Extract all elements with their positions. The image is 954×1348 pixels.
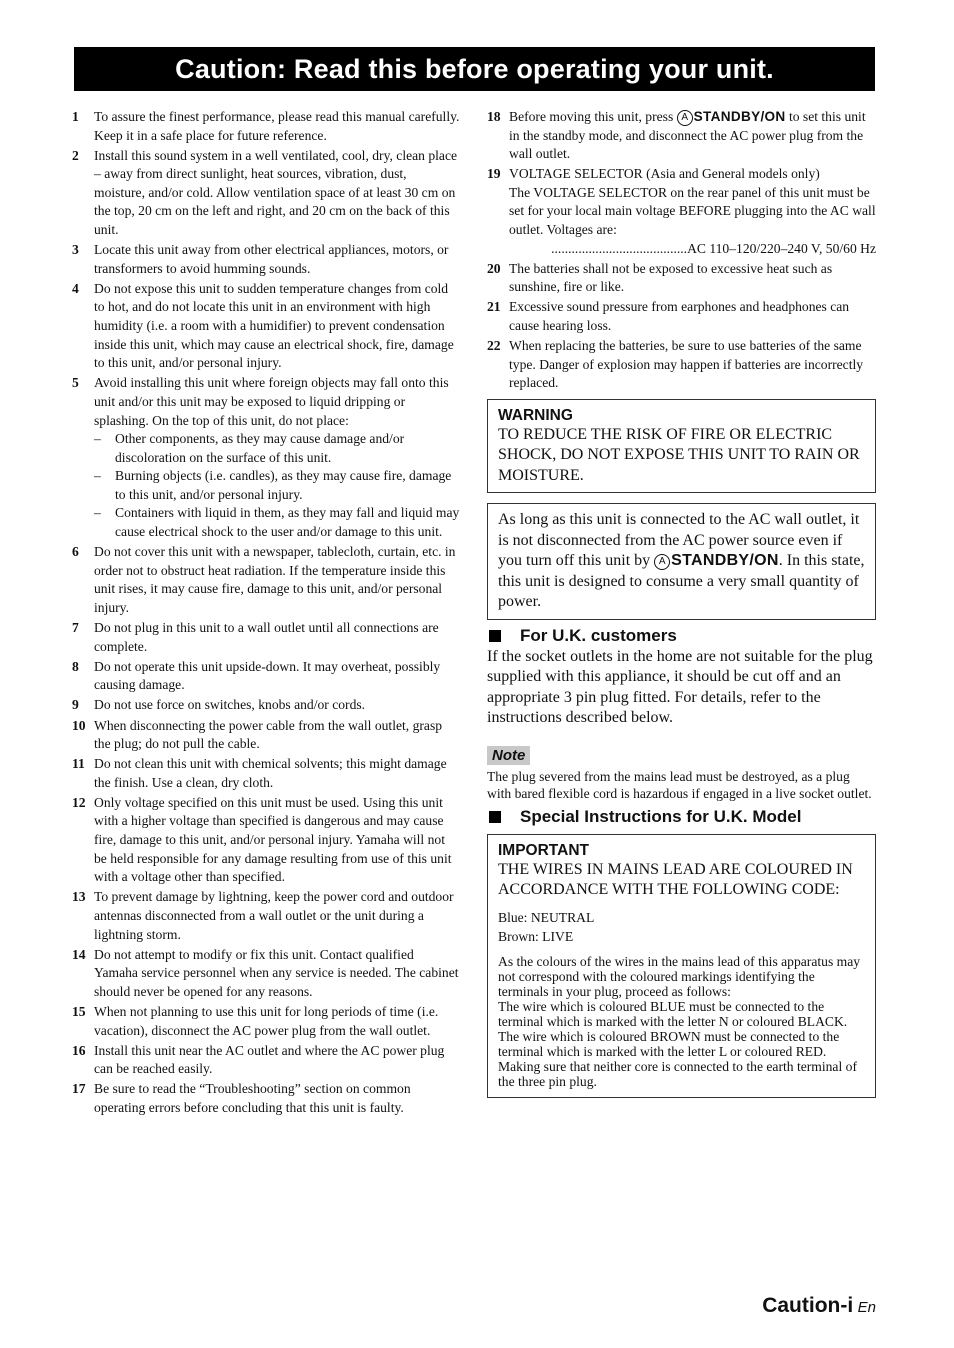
left-column [72, 108, 460, 1119]
item-text: Only voltage specified on this unit must be used. Using this unit with a higher voltage than specified is dangerous and may cause fire, damage to this unit, and/or personal injury. Yamaha will not be held responsible for any damage resulting from use of this unit with a voltage other than specified. [94, 794, 452, 885]
caution-item [487, 165, 876, 258]
item-number: 2 [72, 147, 79, 163]
caution-item [72, 888, 460, 944]
item-number: 20 [487, 260, 501, 276]
standby-key-label: STANDBY/ON [671, 552, 779, 570]
item-number: 8 [72, 658, 79, 674]
item-text: Excessive sound pressure from earphones and headphones can cause hearing loss. [509, 299, 850, 334]
standby-notice-box [487, 503, 876, 620]
important-paragraph: Making sure that neither core is connected to the earth terminal of the three pin plug. [498, 1058, 857, 1089]
caution-item [72, 543, 460, 617]
page-number: Caution-i [762, 1294, 854, 1317]
right-column [487, 108, 876, 1098]
sub-item: – Burning objects (i.e. candles), as they may cause fire, damage to this unit, and/or personal injury. [94, 468, 452, 502]
item-number: 22 [487, 338, 501, 354]
item-text: Install this unit near the AC outlet and where the AC power plug can be reached easily. [94, 1042, 445, 1077]
caution-item [72, 1042, 460, 1079]
item-number: 3 [72, 242, 79, 258]
item-number: 9 [72, 697, 79, 713]
item-number: 18 [487, 109, 501, 124]
item-text: When replacing the batteries, be sure to use batteries of the same type. Danger of explosion may happen if batteries are incorrectly replaced. [509, 338, 864, 391]
item-number: 16 [72, 1042, 86, 1058]
warning-text: TO REDUCE THE RISK OF FIRE OR ELECTRIC SHOCK, DO NOT EXPOSE THIS UNIT TO RAIN OR MOISTURE. [498, 425, 860, 484]
special-instructions-heading: Special Instructions for U.K. Model [487, 806, 876, 828]
item-text: Do not operate this unit upside-down. It may overheat, possibly causing damage. [94, 658, 441, 693]
caution-item [72, 794, 460, 887]
caution-item [72, 717, 460, 754]
caution-item [72, 108, 460, 145]
item-text: Before moving this unit, press A STANDBY/ON to set this unit in the standby mode, and disconnect the AC power plug from the wall outlet. [509, 109, 866, 162]
caution-item [72, 696, 460, 715]
item-text: Be sure to read the “Troubleshooting” section on common operating errors before concluding that this unit is faulty. [94, 1081, 411, 1115]
caution-item [72, 1003, 460, 1040]
uk-section-heading: For U.K. customers [487, 625, 876, 647]
warning-title: WARNING [498, 406, 573, 424]
item-number: 15 [72, 1003, 86, 1019]
important-paragraph: As the colours of the wires in the mains lead of this apparatus may not correspond with the coloured markings identifying the terminals in your plug, proceed as follows: [498, 953, 861, 999]
caution-item [72, 1080, 460, 1117]
item-number: 19 [487, 166, 501, 182]
caution-item [72, 619, 460, 656]
item-number: 13 [72, 889, 86, 905]
item-text: The batteries shall not be exposed to excessive heat such as sunshine, fire or like. [509, 260, 833, 295]
caution-item [487, 108, 876, 164]
sub-item: – Other components, as they may cause damage and/or discoloration on the surface of this unit. [94, 431, 405, 465]
item-text: When disconnecting the power cable from the wall outlet, grasp the plug; do not pull the cable. [94, 717, 443, 752]
item-text: Do not cover this unit with a newspaper, tablecloth, curtain, etc. in order not to obstruct heat radiation. If the temperature inside this unit rises, it may cause fire, damage to this unit, and/or personal injury. [94, 544, 456, 615]
wire-blue: Blue: NEUTRAL [498, 909, 595, 925]
circle-a-icon: A [654, 554, 670, 570]
item-text: VOLTAGE SELECTOR (Asia and General models only) The VOLTAGE SELECTOR on the rear panel of this unit must be set for your local main voltage BEFORE plugging into the AC wall outlet. Voltages are: ........................................AC 110–120/220–240 V, 50/60 Hz [509, 165, 876, 258]
item-text: Do not clean this unit with chemical solvents; this might damage the finish. Use a clean, dry cloth. [94, 756, 447, 790]
note-block [487, 746, 876, 803]
caution-item [72, 946, 460, 1002]
item-number: 7 [72, 620, 79, 636]
caution-item [72, 280, 460, 373]
caution-item [487, 298, 876, 335]
note-label: Note [487, 746, 530, 765]
wire-brown: Brown: LIVE [498, 928, 574, 944]
important-paragraph: The wire which is coloured BLUE must be connected to the terminal which is marked with the letter N or coloured BLACK. The wire which is coloured BROWN must be connected to the terminal which is marked with the letter L or coloured RED. [498, 998, 848, 1059]
item-number: 10 [72, 717, 86, 733]
item-text: Locate this unit away from other electrical appliances, motors, or transformers to avoid humming sounds. [94, 242, 449, 276]
item-text: Do not use force on switches, knobs and/or cords. [94, 697, 366, 713]
caution-item [72, 755, 460, 792]
warning-box [487, 399, 876, 494]
item-text: Do not attempt to modify or fix this unit. Contact qualified Yamaha service personnel when any service is needed. The cabinet should never be opened for any reasons. [94, 946, 459, 999]
sub-item: – Containers with liquid in them, as they may fall and liquid may cause electrical shock to the user and/or damage to this unit. [94, 505, 460, 540]
item-text: Avoid installing this unit where foreign objects may fall onto this unit and/or this unit may be exposed to liquid dripping or splashing. On the top of this unit, do not place: – Other components, as they may cause damage and/or discoloration on the surface of this unit. – Burning objects (i.e. candles), as they may cause fire, damage to this unit, and/or personal injury. – Containers with liquid in them, as they may fall and liquid may cause electrical shock to the user and/or damage to this unit. [94, 374, 460, 541]
language-tag: En [857, 1299, 876, 1316]
item-text: Do not expose this unit to sudden temperature changes from cold to hot, and do not locate this unit in an environment with high humidity (i.e. a room with a humidifier) to prevent condensation inside this unit, which may cause an electrical shock, fire, damage to this unit, and/or personal injury. [94, 280, 454, 371]
item-number: 6 [72, 544, 79, 560]
caution-item [72, 147, 460, 240]
caution-item [72, 241, 460, 278]
standby-key-label: STANDBY/ON [693, 109, 786, 124]
standby-notice-text: As long as this unit is connected to the AC wall outlet, it is not disconnected from the AC power source even if you turn off this unit by A STANDBY/ON. In this state, this unit is designed to consume a very small quantity of power. [498, 511, 865, 611]
note-text: The plug severed from the mains lead must be destroyed, as a plug with bared flexible cord is hazardous if engaged in a live socket outlet. [487, 768, 872, 802]
item-number: 17 [72, 1081, 86, 1097]
item-text: To assure the finest performance, please read this manual carefully. Keep it in a safe place for future reference. [94, 109, 460, 143]
caution-item [72, 374, 460, 541]
important-text: THE WIRES IN MAINS LEAD ARE COLOURED IN ACCORDANCE WITH THE FOLLOWING CODE: [498, 860, 853, 899]
item-number: 11 [72, 756, 85, 772]
item-number: 1 [72, 109, 79, 124]
caution-item [487, 337, 876, 393]
page-footer [762, 1294, 876, 1318]
item-number: 21 [487, 299, 501, 315]
bullet-square-icon [489, 811, 501, 823]
important-title: IMPORTANT [498, 841, 589, 859]
item-text: Do not plug in this unit to a wall outlet until all connections are complete. [94, 620, 439, 654]
item-number: 12 [72, 794, 86, 810]
item-text: To prevent damage by lightning, keep the power cord and outdoor antennas disconnected from a wall outlet or the unit during a lightning storm. [94, 889, 454, 942]
uk-paragraph: If the socket outlets in the home are not suitable for the plug supplied with this appliance, it should be cut off and an appropriate 3 pin plug fitted. For details, refer to the instructions described below. [487, 647, 873, 727]
item-number: 4 [72, 280, 79, 296]
bullet-square-icon [489, 630, 501, 642]
voltage-spec: ........................................AC 110–120/220–240 V, 50/60 Hz [551, 240, 876, 256]
item-number: 5 [72, 375, 79, 391]
page-title: Caution: Read this before operating your unit. [74, 47, 875, 91]
important-box [487, 834, 876, 1098]
caution-list [72, 108, 460, 1117]
item-text: When not planning to use this unit for long periods of time (i.e. vacation), disconnect the AC power plug from the wall outlet. [94, 1003, 439, 1038]
item-number: 14 [72, 946, 86, 962]
caution-item [487, 260, 876, 297]
item-text: Install this sound system in a well ventilated, cool, dry, clean place – away from direct sunlight, heat sources, vibration, dust, moisture, and/or cold. Allow ventilation space of at least 30 cm on the top, 20 cm on the left and right, and 20 cm on the back of this unit. [94, 147, 458, 238]
circle-a-icon: A [677, 110, 693, 126]
caution-item [72, 658, 460, 695]
